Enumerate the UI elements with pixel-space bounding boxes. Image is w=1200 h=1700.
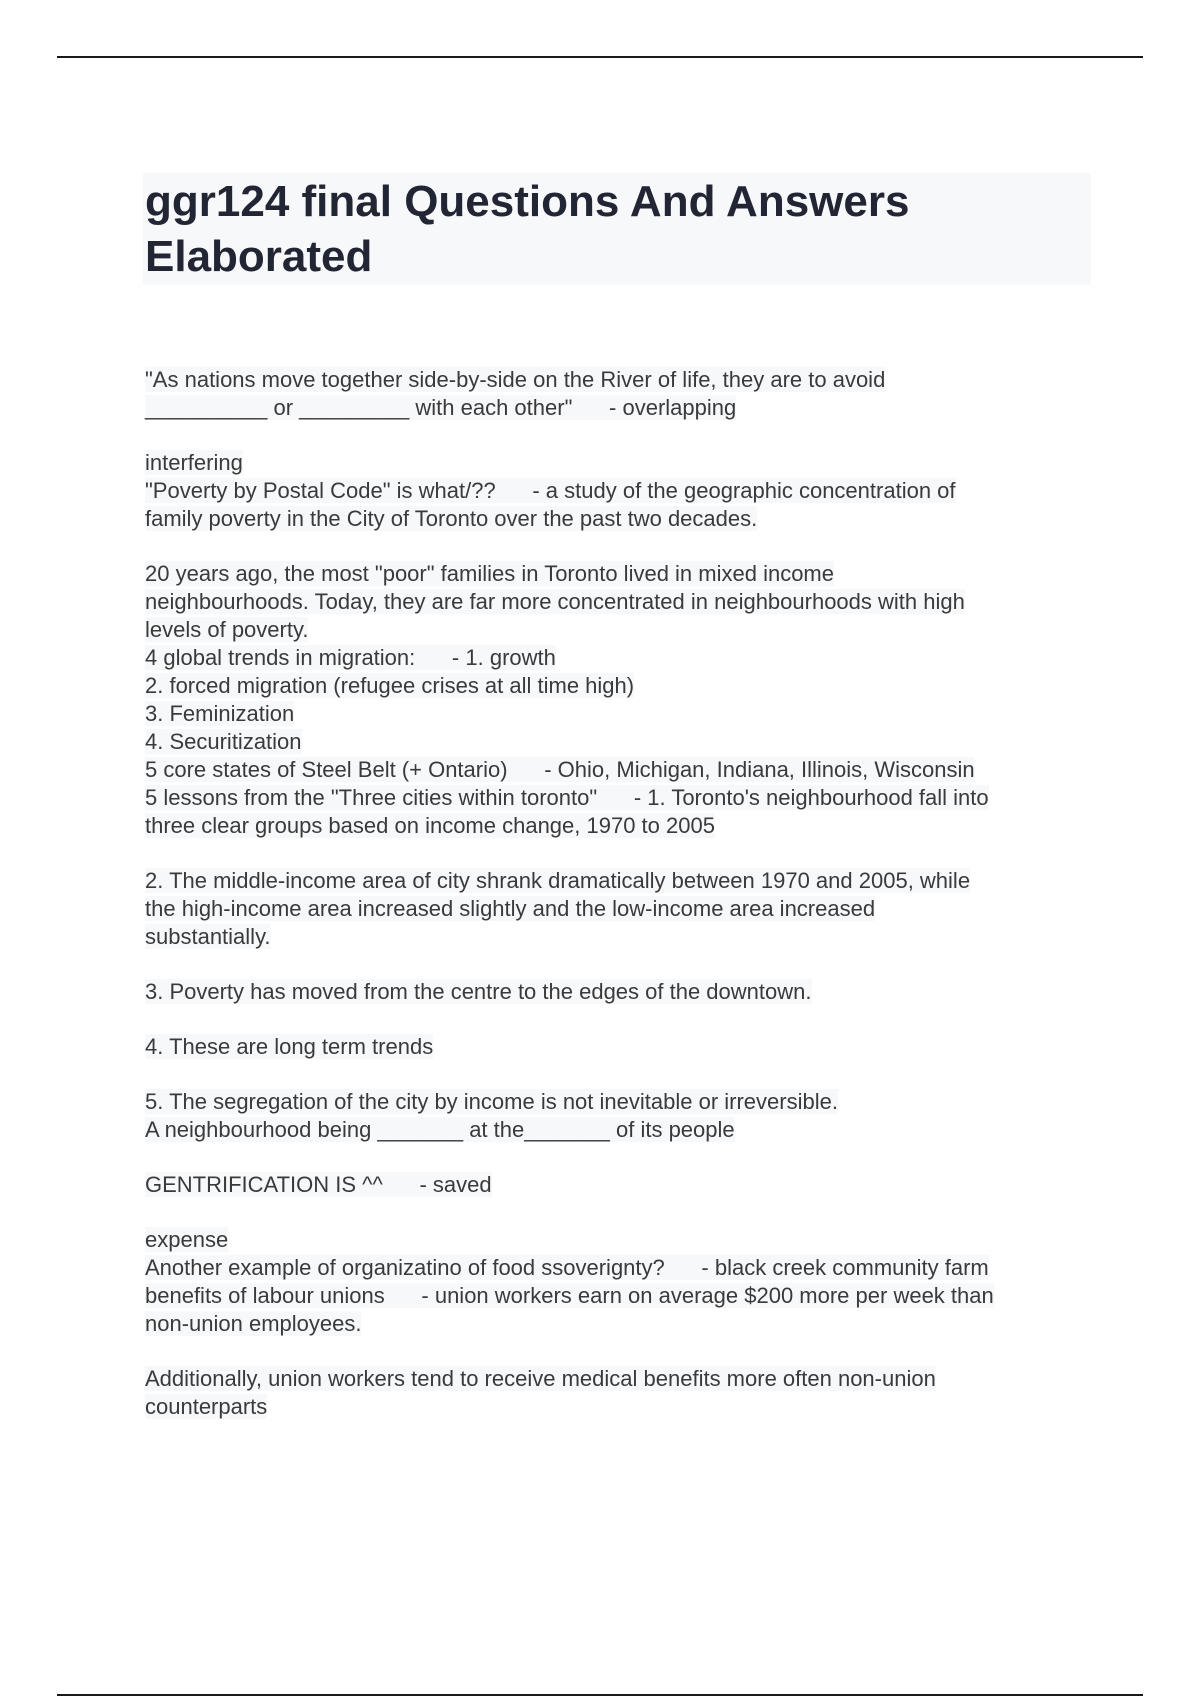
- text-line: 4. Securitization: [145, 729, 302, 754]
- document-title: ggr124 final Questions And Answers Elaborated: [145, 177, 910, 281]
- text-line: "Poverty by Postal Code" is what/?? - a study of the geographic concentration of: [145, 478, 956, 503]
- bottom-rule: [57, 1694, 1143, 1696]
- text-line: 5 core states of Steel Belt (+ Ontario) - Ohio, Michigan, Indiana, Illinois, Wisconsin: [145, 757, 975, 782]
- qa-card: [145, 449, 1095, 533]
- qa-card: [145, 1033, 1095, 1061]
- qa-card: [145, 978, 1095, 1006]
- qa-card: [145, 366, 1095, 422]
- text-line: GENTRIFICATION IS ^^ - saved: [145, 1172, 492, 1197]
- text-line: benefits of labour unions - union workers earn on average $200 more per week than: [145, 1283, 994, 1308]
- text-line: levels of poverty.: [145, 617, 309, 642]
- text-line: the high-income area increased slightly and the low-income area increased: [145, 896, 876, 921]
- text-line: interfering: [145, 450, 243, 475]
- text-line: 3. Feminization: [145, 701, 295, 726]
- text-line: 3. Poverty has moved from the centre to the edges of the downtown.: [145, 979, 812, 1004]
- text-line: non-union employees.: [145, 1311, 362, 1336]
- top-rule: [57, 56, 1143, 58]
- text-line: 2. The middle-income area of city shrank dramatically between 1970 and 2005, while: [145, 868, 971, 893]
- text-line: expense: [145, 1227, 229, 1252]
- text-line: Additionally, union workers tend to receive medical benefits more often non-union: [145, 1366, 936, 1391]
- text-line: counterparts: [145, 1394, 268, 1419]
- text-line: Another example of organizatino of food ssoverignty? - black creek community farm: [145, 1255, 989, 1280]
- text-line: neighbourhoods. Today, they are far more concentrated in neighbourhoods with high: [145, 589, 965, 614]
- text-line: "As nations move together side-by-side on the River of life, they are to avoid: [145, 367, 886, 392]
- text-line: substantially.: [145, 924, 271, 949]
- qa-card: [145, 1171, 1095, 1199]
- text-line: __________ or _________ with each other" - overlapping: [145, 395, 737, 420]
- qa-card: [145, 1365, 1095, 1421]
- text-line: 2. forced migration (refugee crises at all time high): [145, 673, 635, 698]
- text-line: three clear groups based on income change, 1970 to 2005: [145, 813, 715, 838]
- qa-card: [145, 1226, 1095, 1338]
- qa-card: [145, 867, 1095, 951]
- text-line: 4 global trends in migration: - 1. growth: [145, 645, 556, 670]
- qa-card: [145, 1088, 1095, 1144]
- text-line: A neighbourhood being _______ at the_______ of its people: [145, 1117, 735, 1142]
- qa-card: [145, 560, 1095, 840]
- text-line: family poverty in the City of Toronto over the past two decades.: [145, 506, 758, 531]
- text-line: 4. These are long term trends: [145, 1034, 434, 1059]
- text-line: 5 lessons from the "Three cities within toronto" - 1. Toronto's neighbourhood fall into: [145, 785, 989, 810]
- text-line: 20 years ago, the most "poor" families in Toronto lived in mixed income: [145, 561, 834, 586]
- qa-content: [145, 366, 1095, 1421]
- text-line: 5. The segregation of the city by income is not inevitable or irreversible.: [145, 1089, 838, 1114]
